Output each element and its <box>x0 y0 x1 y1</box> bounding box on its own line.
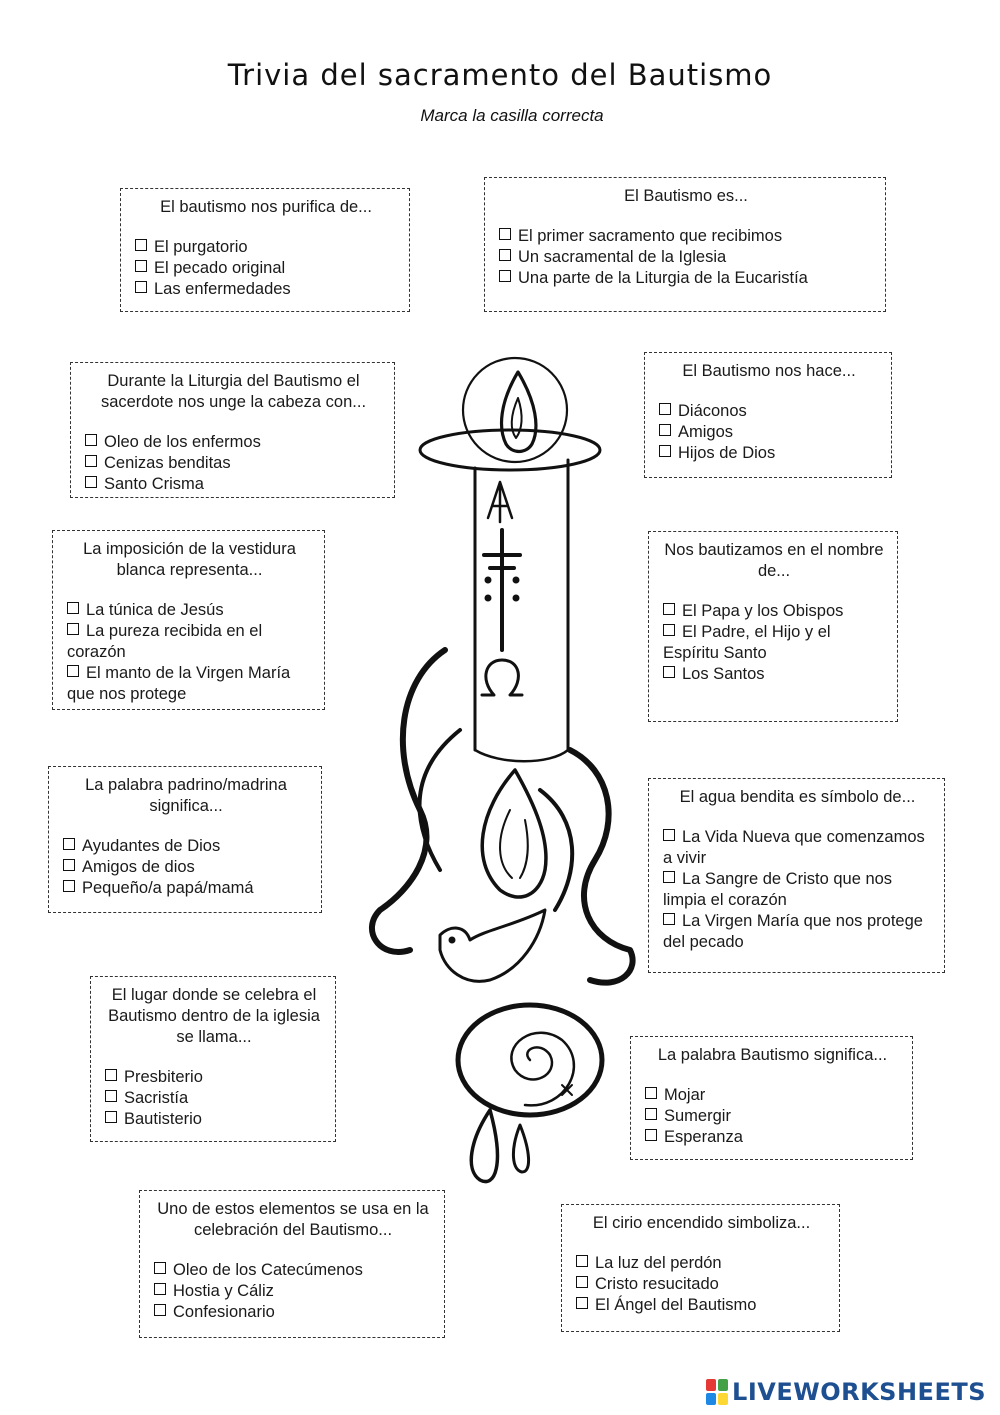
checkbox[interactable] <box>576 1255 588 1267</box>
option[interactable]: Las enfermedades <box>135 279 397 300</box>
question-5 <box>52 530 325 710</box>
checkbox[interactable] <box>663 666 675 678</box>
candle-flame-icon <box>502 372 536 452</box>
question-text: Uno de estos elementos se usa en la celebración del Bautismo... <box>157 1200 429 1239</box>
checkbox[interactable] <box>105 1090 117 1102</box>
checkbox[interactable] <box>154 1283 166 1295</box>
question-text: La palabra Bautismo significa... <box>657 1046 888 1064</box>
question-6 <box>648 531 898 722</box>
brand-name: LIVEWORKSHEETS <box>732 1378 986 1406</box>
checkbox[interactable] <box>663 913 675 925</box>
option[interactable]: Ayudantes de Dios <box>63 836 309 857</box>
option[interactable]: La Sangre de Cristo que nos limpia el corazón <box>663 870 893 909</box>
alpha-icon <box>488 482 512 522</box>
checkbox[interactable] <box>63 859 75 871</box>
checkbox[interactable] <box>663 624 675 636</box>
question-12 <box>561 1204 840 1332</box>
checkbox[interactable] <box>135 281 147 293</box>
checkbox[interactable] <box>85 455 97 467</box>
question-text: La palabra padrino/madrina significa... <box>85 776 287 815</box>
checkbox[interactable] <box>85 434 97 446</box>
checkbox[interactable] <box>663 829 675 841</box>
question-3 <box>70 362 395 498</box>
checkbox[interactable] <box>105 1111 117 1123</box>
option[interactable]: Una parte de la Liturgia de la Eucaristía <box>499 268 873 289</box>
option[interactable]: Cristo resucitado <box>576 1274 827 1295</box>
option[interactable]: Amigos <box>659 422 879 443</box>
option[interactable]: El Papa y los Obispos <box>663 601 885 622</box>
question-text: Durante la Liturgia del Bautismo el sacerdote nos unge la cabeza con... <box>100 372 367 411</box>
question-text: El Bautismo es... <box>624 187 748 205</box>
checkbox[interactable] <box>67 602 79 614</box>
option[interactable]: El manto de la Virgen María que nos protege <box>67 664 291 703</box>
halo-icon <box>463 358 567 462</box>
checkbox[interactable] <box>663 871 675 883</box>
option[interactable]: La Virgen María que nos protege del pecado <box>663 912 923 951</box>
checkbox[interactable] <box>645 1108 657 1120</box>
brand-tile <box>718 1379 728 1391</box>
water-drop-icon <box>471 1110 497 1182</box>
checkbox[interactable] <box>659 403 671 415</box>
spirit-flame-icon <box>482 770 546 897</box>
option[interactable]: Un sacramental de la Iglesia <box>499 247 873 268</box>
checkbox[interactable] <box>105 1069 117 1081</box>
dove-icon <box>440 910 545 981</box>
omega-icon <box>482 660 522 695</box>
checkbox[interactable] <box>67 623 79 635</box>
question-1 <box>120 188 410 312</box>
checkbox[interactable] <box>85 476 97 488</box>
checkbox[interactable] <box>645 1087 657 1099</box>
checkbox[interactable] <box>154 1262 166 1274</box>
option[interactable]: Hijos de Dios <box>659 443 879 464</box>
question-text: El bautismo nos purifica de... <box>160 198 372 216</box>
option[interactable]: Esperanza <box>645 1127 900 1148</box>
swirl-right <box>570 750 633 983</box>
option[interactable]: Oleo de los Catecúmenos <box>154 1260 432 1281</box>
question-7 <box>48 766 322 913</box>
checkbox[interactable] <box>576 1297 588 1309</box>
option[interactable]: El primer sacramento que recibimos <box>499 226 873 247</box>
worksheet-title: Trivia del sacramento del Bautismo <box>227 58 773 92</box>
option[interactable]: Pequeño/a papá/mamá <box>63 878 309 899</box>
option[interactable]: Los Santos <box>663 664 885 685</box>
option[interactable]: El pecado original <box>135 258 397 279</box>
checkbox[interactable] <box>154 1304 166 1316</box>
option[interactable]: Cenizas benditas <box>85 453 382 474</box>
question-2 <box>484 177 886 312</box>
swirl-left <box>372 650 445 952</box>
question-8 <box>648 778 945 973</box>
option[interactable]: Santo Crisma <box>85 474 382 495</box>
brand-mark-icon <box>706 1379 728 1405</box>
question-text: El Bautismo nos hace... <box>682 362 856 380</box>
checkbox[interactable] <box>63 880 75 892</box>
question-11 <box>139 1190 445 1338</box>
option[interactable]: Oleo de los enfermos <box>85 432 382 453</box>
brand-tile <box>706 1393 716 1405</box>
question-9 <box>90 976 336 1142</box>
question-text: El cirio encendido simboliza... <box>592 1214 811 1232</box>
question-text: Nos bautizamos en el nombre de... <box>664 541 884 580</box>
brand-tile <box>718 1393 728 1405</box>
question-10 <box>630 1036 913 1160</box>
question-text: El lugar donde se celebra el Bautismo dentro de la iglesia se llama... <box>108 986 320 1046</box>
checkbox[interactable] <box>499 228 511 240</box>
option[interactable]: El purgatorio <box>135 237 397 258</box>
option[interactable]: Amigos de dios <box>63 857 309 878</box>
brand-logo[interactable] <box>706 1377 986 1407</box>
option[interactable]: La túnica de Jesús <box>67 600 312 621</box>
checkbox[interactable] <box>135 239 147 251</box>
cross-icon <box>484 530 520 650</box>
checkbox[interactable] <box>135 260 147 272</box>
option[interactable]: Presbiterio <box>105 1067 323 1088</box>
checkbox[interactable] <box>645 1129 657 1141</box>
worksheet-subtitle: Marca la casilla correcta <box>420 106 604 125</box>
question-4 <box>644 352 892 478</box>
option[interactable]: Sacristía <box>105 1088 323 1109</box>
checkbox[interactable] <box>63 838 75 850</box>
option[interactable]: La pureza recibida en el corazón <box>67 622 263 661</box>
brand-tile <box>706 1379 716 1391</box>
option[interactable]: La luz del perdón <box>576 1253 827 1274</box>
water-drop-icon-2 <box>513 1125 528 1172</box>
checkbox[interactable] <box>659 424 671 436</box>
option[interactable]: Confesionario <box>154 1302 432 1323</box>
checkbox[interactable] <box>499 270 511 282</box>
checkbox[interactable] <box>659 445 671 457</box>
checkbox[interactable] <box>663 603 675 615</box>
option[interactable]: Hostia y Cáliz <box>154 1281 432 1302</box>
checkbox[interactable] <box>499 249 511 261</box>
checkbox[interactable] <box>576 1276 588 1288</box>
option[interactable]: El Ángel del Bautismo <box>576 1295 827 1316</box>
option[interactable]: Diáconos <box>659 401 879 422</box>
option[interactable]: Mojar <box>645 1085 900 1106</box>
checkbox[interactable] <box>67 665 79 677</box>
question-text: La imposición de la vestidura blanca representa... <box>83 540 296 579</box>
candle-body <box>475 460 568 750</box>
option[interactable]: La Vida Nueva que comenzamos a vivir <box>663 828 925 867</box>
option[interactable]: Bautisterio <box>105 1109 323 1130</box>
option[interactable]: Sumergir <box>645 1106 900 1127</box>
option[interactable]: El Padre, el Hijo y el Espíritu Santo <box>663 623 831 662</box>
question-text: El agua bendita es símbolo de... <box>679 788 916 806</box>
